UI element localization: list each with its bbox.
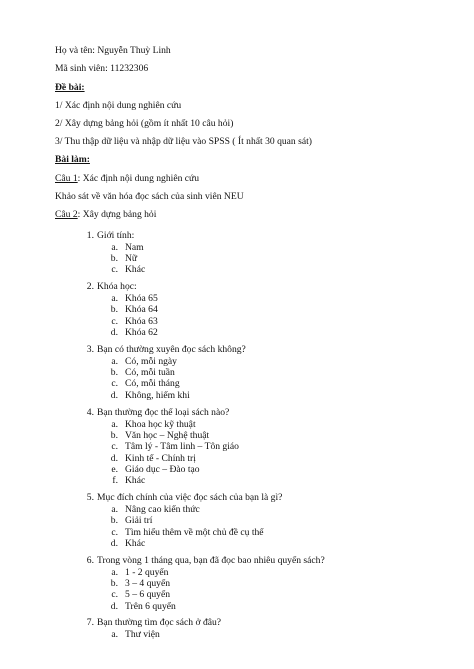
option-letter: b. bbox=[110, 304, 118, 316]
question-text: Bạn thường tìm đọc sách ở đâu? bbox=[97, 616, 222, 628]
option-letter: b. bbox=[110, 429, 118, 441]
question-number: 6. bbox=[86, 555, 94, 567]
answer-option bbox=[0, 253, 474, 264]
question-number: 5. bbox=[86, 492, 94, 504]
option-text: Khác bbox=[125, 537, 146, 549]
option-list bbox=[0, 419, 474, 487]
option-list bbox=[0, 629, 474, 640]
answer-option bbox=[0, 515, 474, 526]
option-letter: c. bbox=[111, 589, 118, 601]
cau1-label: Câu 1 bbox=[55, 173, 78, 184]
option-text: Không, hiếm khi bbox=[125, 389, 190, 401]
question-item bbox=[0, 230, 474, 275]
option-text: Khóa 63 bbox=[125, 315, 158, 327]
cau1-text: : Xác định nội dung nghiên cứu bbox=[77, 173, 200, 184]
answer-option bbox=[0, 453, 474, 464]
option-text: Trên 6 quyển bbox=[125, 600, 176, 612]
option-letter: b. bbox=[110, 515, 118, 527]
cau1-heading bbox=[55, 173, 199, 185]
answer-option bbox=[0, 293, 474, 304]
option-text: Văn học – Nghệ thuật bbox=[125, 429, 210, 441]
option-text: Tâm lý - Tâm linh – Tôn giáo bbox=[125, 441, 239, 453]
option-letter: d. bbox=[110, 389, 118, 401]
option-text: Khóa 64 bbox=[125, 304, 158, 316]
answer-option bbox=[0, 578, 474, 589]
task-3: 3/ Thu thập dữ liệu và nhập dữ liệu vào SPSS ( Ít nhất 30 quan sát) bbox=[55, 136, 312, 147]
option-text: Giáo dục – Đào tạo bbox=[125, 463, 200, 475]
research-topic: Khảo sát về văn hóa đọc sách của sinh viên NEU bbox=[55, 191, 244, 202]
cau2-text: : Xây dựng bảng hỏi bbox=[77, 209, 157, 220]
option-letter: d. bbox=[110, 600, 118, 612]
option-list bbox=[0, 356, 474, 401]
task-2: 2/ Xây dựng bảng hỏi (gồm ít nhất 10 câu hỏi) bbox=[55, 118, 234, 129]
option-text: Khóa 65 bbox=[125, 293, 158, 305]
option-text: Nữ bbox=[125, 252, 138, 264]
answer-option bbox=[0, 316, 474, 327]
answer-option bbox=[0, 356, 474, 367]
question-number: 7. bbox=[86, 616, 94, 628]
option-list bbox=[0, 242, 474, 276]
question-item bbox=[0, 555, 474, 612]
option-list bbox=[0, 504, 474, 549]
answer-option bbox=[0, 419, 474, 430]
answer-option bbox=[0, 589, 474, 600]
question-number: 2. bbox=[86, 281, 94, 293]
question-text: Bạn có thường xuyên đọc sách không? bbox=[97, 344, 246, 356]
answer-option bbox=[0, 475, 474, 486]
answer-option bbox=[0, 629, 474, 640]
option-text: Có, mỗi ngày bbox=[125, 355, 177, 367]
student-id-line: Mã sinh viên: 11232306 bbox=[55, 63, 149, 74]
answer-option bbox=[0, 567, 474, 578]
answer-option bbox=[0, 304, 474, 315]
option-text: Khoa học kỹ thuật bbox=[125, 418, 196, 430]
option-text: 1 - 2 quyển bbox=[125, 566, 169, 578]
answer-option bbox=[0, 430, 474, 441]
answer-option bbox=[0, 527, 474, 538]
name-line: Họ và tên: Nguyễn Thuỳ Linh bbox=[55, 45, 171, 56]
option-text: Nâng cao kiến thức bbox=[125, 504, 200, 516]
option-letter: b. bbox=[110, 252, 118, 264]
option-letter: a. bbox=[111, 293, 118, 305]
option-text: Có, mỗi tháng bbox=[125, 378, 180, 390]
option-text: 5 – 6 quyển bbox=[125, 589, 171, 601]
option-text: Tìm hiểu thêm về một chủ đề cụ thể bbox=[125, 526, 264, 538]
answer-option bbox=[0, 441, 474, 452]
option-text: Có, mỗi tuần bbox=[125, 367, 175, 379]
option-letter: a. bbox=[111, 355, 118, 367]
option-text: Thư viện bbox=[125, 628, 160, 640]
answer-option bbox=[0, 538, 474, 549]
option-list bbox=[0, 567, 474, 612]
cau2-label: Câu 2 bbox=[55, 209, 78, 220]
option-text: Kinh tế - Chính trị bbox=[125, 452, 196, 464]
option-letter: c. bbox=[111, 441, 118, 453]
option-text: 3 – 4 quyển bbox=[125, 578, 171, 590]
question-text: Khóa học: bbox=[97, 281, 137, 293]
option-letter: c. bbox=[111, 526, 118, 538]
option-letter: d. bbox=[110, 326, 118, 338]
option-text: Khác bbox=[125, 264, 146, 276]
question-text: Trong vòng 1 tháng qua, bạn đã đọc bao nhiêu quyển sách? bbox=[97, 555, 325, 567]
question-item bbox=[0, 344, 474, 401]
cau2-heading bbox=[55, 209, 156, 221]
option-list bbox=[0, 293, 474, 338]
answer-option bbox=[0, 504, 474, 515]
answer-option bbox=[0, 264, 474, 275]
option-letter: a. bbox=[111, 504, 118, 516]
question-list bbox=[0, 230, 474, 640]
question-number: 4. bbox=[86, 407, 94, 419]
option-letter: b. bbox=[110, 367, 118, 379]
option-letter: c. bbox=[111, 264, 118, 276]
answer-option bbox=[0, 242, 474, 253]
option-letter: a. bbox=[111, 566, 118, 578]
option-letter: d. bbox=[110, 537, 118, 549]
option-letter: f. bbox=[112, 475, 118, 487]
option-letter: c. bbox=[111, 315, 118, 327]
answer-option bbox=[0, 464, 474, 475]
question-text: Giới tính: bbox=[97, 230, 135, 241]
assignment-title: Đề bài: bbox=[55, 82, 85, 93]
answer-option bbox=[0, 367, 474, 378]
question-text: Mục đích chính của việc đọc sách của bạn là gì? bbox=[97, 492, 283, 504]
question-number: 1. bbox=[86, 230, 94, 241]
option-text: Khóa 62 bbox=[125, 326, 158, 338]
option-letter: a. bbox=[111, 418, 118, 430]
question-text: Bạn thường đọc thể loại sách nào? bbox=[97, 407, 230, 419]
answer-option bbox=[0, 378, 474, 389]
question-item bbox=[0, 407, 474, 486]
task-1: 1/ Xác định nội dung nghiên cứu bbox=[55, 100, 182, 111]
option-text: Nam bbox=[125, 241, 144, 253]
option-letter: e. bbox=[111, 463, 118, 475]
option-letter: d. bbox=[110, 452, 118, 464]
answer-option bbox=[0, 601, 474, 612]
option-letter: b. bbox=[110, 578, 118, 590]
option-letter: c. bbox=[111, 378, 118, 390]
option-text: Giải trí bbox=[125, 515, 153, 527]
option-letter: a. bbox=[111, 241, 118, 253]
work-title: Bài làm: bbox=[55, 154, 90, 165]
answer-option bbox=[0, 390, 474, 401]
question-item bbox=[0, 492, 474, 549]
question-item bbox=[0, 617, 474, 640]
question-number: 3. bbox=[86, 344, 94, 356]
option-letter: a. bbox=[111, 628, 118, 640]
question-item bbox=[0, 281, 474, 338]
option-text: Khác bbox=[125, 475, 146, 487]
answer-option bbox=[0, 327, 474, 338]
